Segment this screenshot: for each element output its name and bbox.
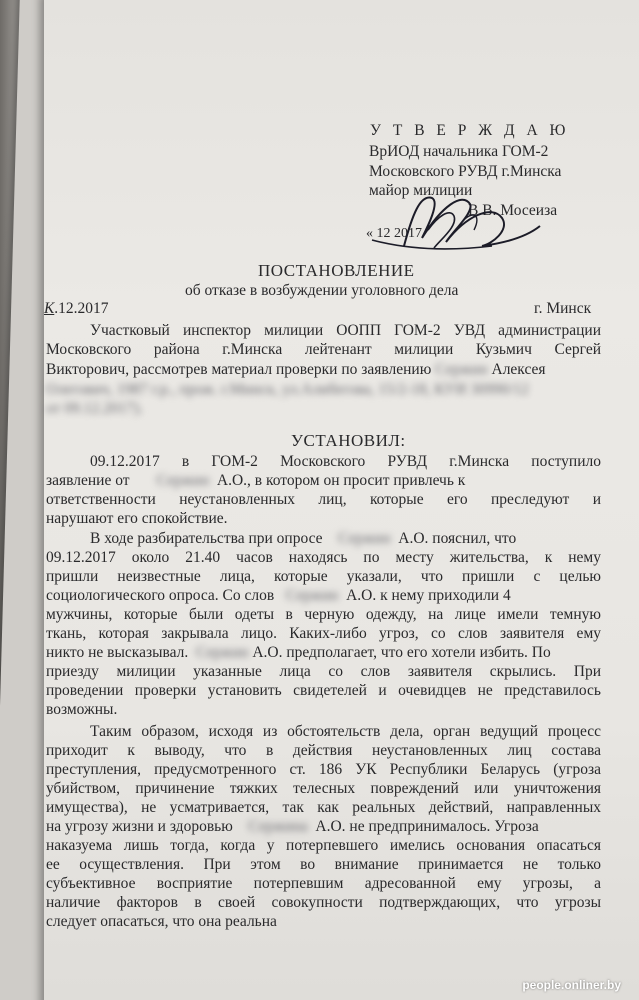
- paragraph-line: [46, 587, 511, 605]
- redacted-name: Сержин: [156, 472, 210, 489]
- paragraph-text: А.О. пояснил, что: [398, 530, 517, 547]
- intro-text: Викторович, рассмотрев материал проверки по заявлению: [46, 361, 432, 378]
- paragraph-line: [46, 472, 465, 490]
- section-heading: УСТАНОВИЛ:: [291, 431, 406, 450]
- paragraph-text: социологического опроса. Со слов: [46, 587, 275, 604]
- paragraph-line: мужчины, которые были одеты в черную одежду, на лице имели темную: [46, 606, 601, 623]
- document-subtitle: об отказе в возбуждении уголовного дела: [185, 282, 459, 299]
- redacted-name: Сержин: [285, 587, 339, 604]
- paragraph-line: Таким образом, исходя из обстоятельств дела, орган ведущий процесс: [90, 723, 601, 740]
- approval-position: ВрИОД начальника ГОМ-2: [369, 143, 549, 160]
- paragraph-line: проведении проверки установить свидетелей и очевидцев не представилось: [46, 682, 601, 699]
- paragraph-line: пришли неизвестные лица, которые указали, что пришли с целью: [46, 568, 601, 585]
- document-date-value: .12.2017: [54, 300, 109, 317]
- paragraph-line: нарушают его спокойствие.: [46, 510, 228, 527]
- intro-line: Московского района г.Минска лейтенант милиции Кузьмич Сергей: [46, 341, 601, 358]
- intro-line: Участковый инспектор милиции ООПП ГОМ-2 УВД администрации: [90, 322, 601, 339]
- paragraph-line: имущества), не усматривается, так как реальных действий, направленных: [46, 799, 601, 816]
- paragraph-text: А.О. к нему приходили 4: [346, 587, 511, 604]
- redacted-name: Сержин: [435, 361, 488, 378]
- paragraph-line: приезду милиции указанные лица со слов заявителя скрылись. При: [46, 663, 601, 680]
- paragraph-text: А.О. не предпринималось. Угроза: [315, 818, 539, 835]
- intro-text: Алексея: [491, 361, 546, 378]
- paragraph-text: В ходе разбирательства при опросе: [90, 530, 323, 547]
- paragraph-line: субъективное восприятие потерпевшим адресованной ему угрозы, а: [46, 875, 601, 892]
- paragraph-line: наличие факторов в своей совокупности подтверждающих, что угрозы: [46, 894, 601, 911]
- paragraph-line: приходит к выводу, что в действия неустановленных лиц состава: [46, 742, 601, 759]
- paragraph-line: возможны.: [46, 701, 118, 718]
- approval-date: « 12 2017: [366, 226, 422, 241]
- redacted-line: от 09.12.2017).: [46, 400, 143, 417]
- document-text: [44, 0, 639, 1000]
- paragraph-line: наказуема лишь тогда, когда у потерпевшего имелись основания опасаться: [46, 837, 601, 854]
- redacted-name: Сержин: [195, 644, 249, 661]
- paragraph-line: убийством, причинение тяжких телесных повреждений или уничтожения: [46, 780, 601, 797]
- document-date: [44, 300, 109, 318]
- paragraph-line: 09.12.2017 в ГОМ-2 Московского РУВД г.Минска поступило: [90, 453, 601, 470]
- paragraph-text: заявление от: [46, 472, 130, 489]
- paragraph-line: ткань, которая закрывала лицо. Каких-либо угроз, со слов заявителя ему: [46, 625, 601, 642]
- paragraph-text: никто не высказывал.: [46, 644, 189, 661]
- paragraph-text: на угрозу жизни и здоровью: [46, 818, 233, 835]
- approval-department: Московского РУВД г.Минска: [369, 163, 562, 180]
- document-title: ПОСТАНОВЛЕНИЕ: [258, 261, 415, 280]
- paragraph-line: [90, 530, 516, 548]
- watermark: people.onliner.by: [522, 978, 621, 992]
- approval-rank: майор милиции: [369, 182, 473, 199]
- approval-name: В.В. Мосеиза: [468, 202, 558, 219]
- paragraph-line: преступления, предусмотренного ст. 186 УК Республики Беларусь (угроза: [46, 761, 601, 778]
- paragraph-line: [46, 644, 551, 662]
- signature-icon: [342, 186, 552, 264]
- paragraph-line: [46, 818, 539, 836]
- redacted-name: Сержина: [248, 818, 308, 835]
- approval-heading: У Т В Е Р Ж Д А Ю: [370, 122, 570, 139]
- paragraph-line: ее осуществления. При этом во внимание принимается не только: [46, 856, 601, 873]
- redacted-line: Олегович, 1987 г.р., прож. г.Минск, ул.Алибегова, 15/2-18, КУИ 30990/12: [46, 381, 529, 398]
- document-city: г. Минск: [534, 300, 592, 317]
- redacted-name: Сержин: [338, 530, 391, 547]
- document-date-mark: К: [44, 300, 55, 317]
- paragraph-text: А.О. предполагает, что его хотели избить. По: [252, 644, 551, 661]
- paragraph-line: следует опасаться, что она реальна: [46, 913, 277, 930]
- intro-line: [46, 361, 546, 379]
- paragraph-text: А.О., в котором он просит привлечь к: [216, 472, 466, 489]
- paragraph-line: 09.12.2017 около 21.40 часов находясь по месту жительства, к нему: [46, 549, 601, 566]
- paragraph-line: ответственности неустановленных лиц, которые его преследуют и: [46, 491, 601, 508]
